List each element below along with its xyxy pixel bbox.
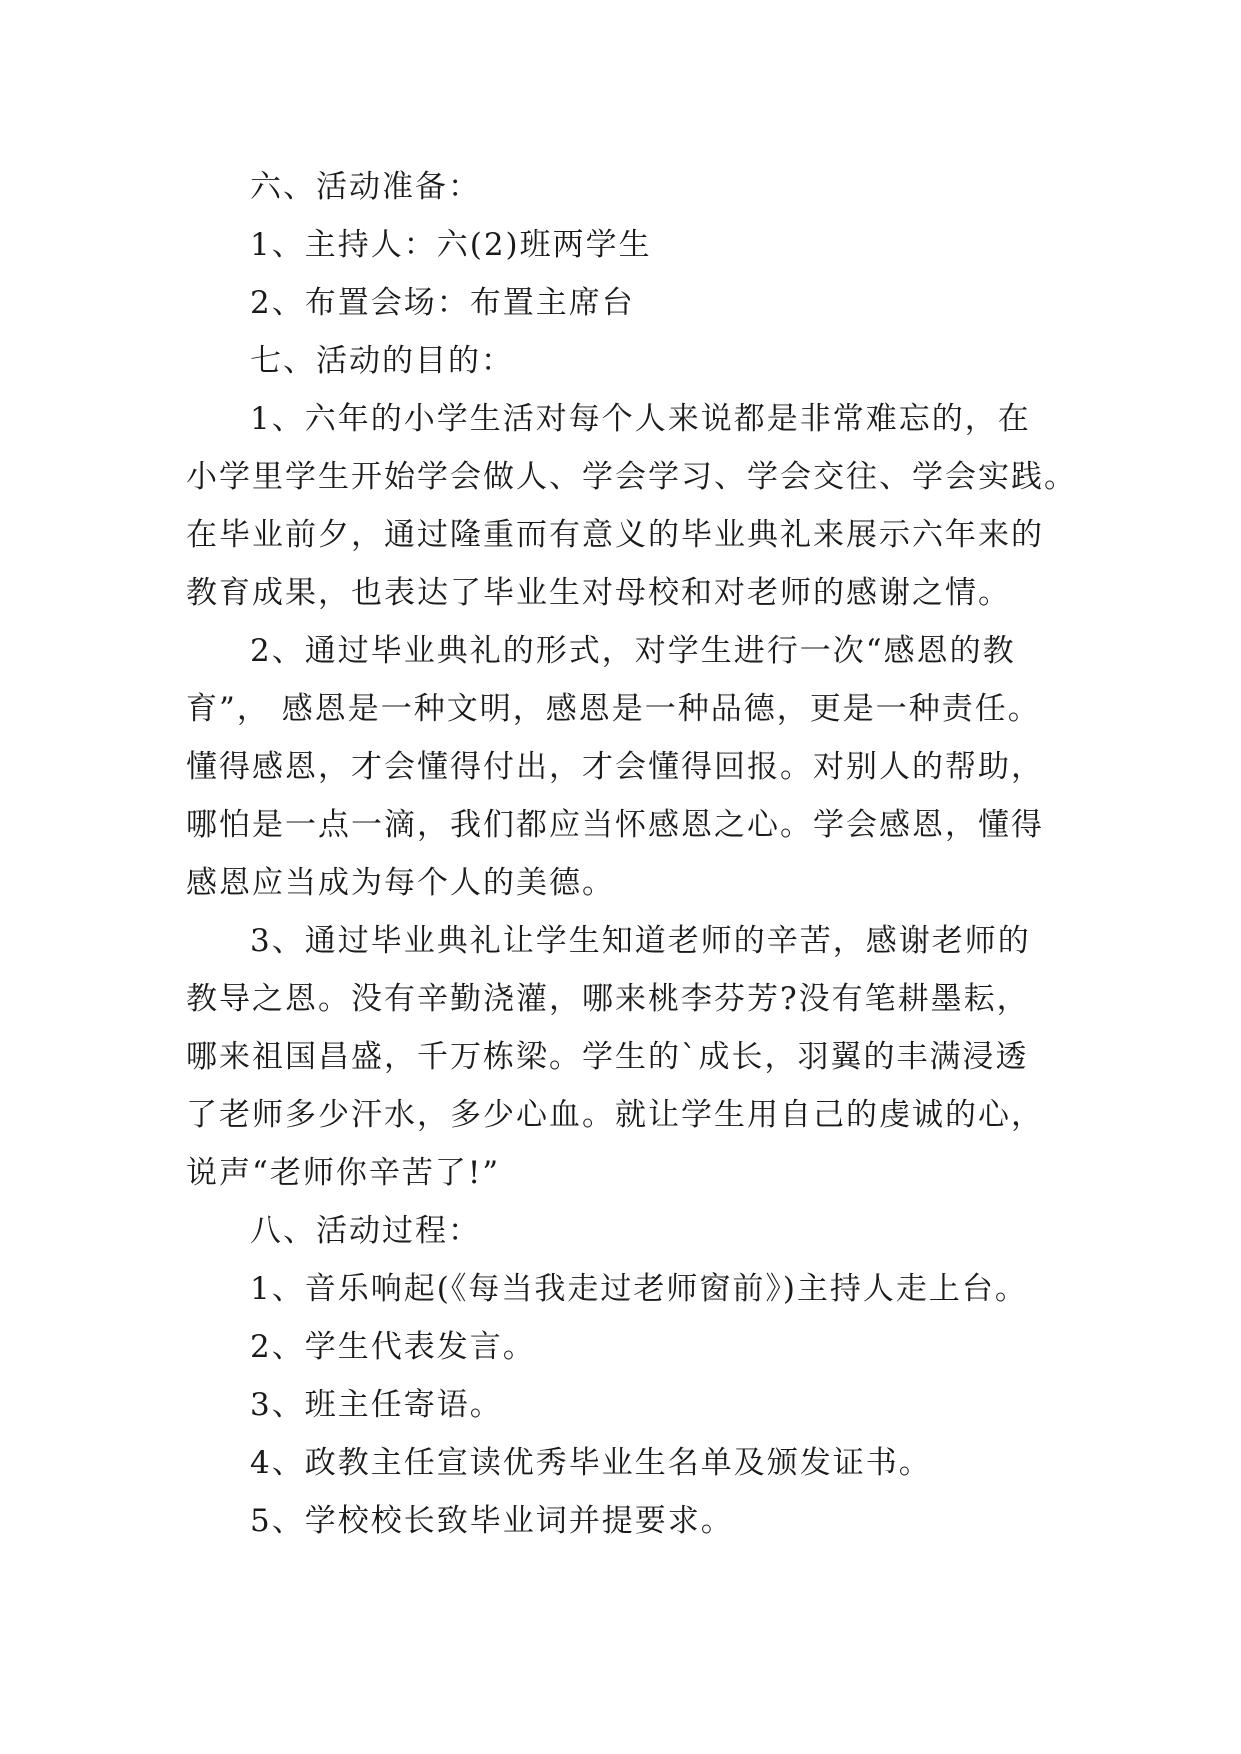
paragraph-line: 3、通过毕业典礼让学生知道老师的辛苦，感谢老师的 (250, 923, 1031, 959)
section-heading-purpose: 七、活动的目的： (250, 343, 514, 379)
list-item: 4、政教主任宣读优秀毕业生名单及颁发证书。 (250, 1445, 932, 1481)
paragraph-line: 哪来祖国昌盛，千万栋梁。学生的`成长，羽翼的丰满浸透 (186, 1039, 1029, 1075)
list-item: 2、布置会场：布置主席台 (250, 285, 635, 321)
list-item: 2、学生代表发言。 (250, 1329, 536, 1365)
list-item: 1、主持人：六(2)班两学生 (250, 227, 652, 263)
paragraph-line: 在毕业前夕，通过隆重而有意义的毕业典礼来展示六年来的 (186, 517, 1044, 553)
list-item: 1、音乐响起(《每当我走过老师窗前》)主持人走上台。 (250, 1271, 1028, 1307)
section-heading-preparation: 六、活动准备： (250, 169, 481, 205)
paragraph-line: 2、通过毕业典礼的形式，对学生进行一次“感恩的教 (250, 633, 1016, 669)
paragraph-line: 哪怕是一点一滴，我们都应当怀感恩之心。学会感恩，懂得 (186, 807, 1044, 843)
paragraph-line: 育”， 感恩是一种文明，感恩是一种品德，更是一种责任。 (186, 691, 1041, 727)
paragraph-line: 感恩应当成为每个人的美德。 (186, 865, 615, 901)
list-item: 3、班主任寄语。 (250, 1387, 503, 1423)
paragraph-line: 小学里学生开始学会做人、学会学习、学会交往、学会实践。 (186, 459, 1077, 495)
paragraph-line: 了老师多少汗水，多少心血。就让学生用自己的虔诚的心， (186, 1097, 1044, 1133)
section-heading-process: 八、活动过程： (250, 1213, 481, 1249)
paragraph-line: 懂得感恩，才会懂得付出，才会懂得回报。对别人的帮助， (186, 749, 1044, 785)
paragraph-line: 教导之恩。没有辛勤浇灌，哪来桃李芬芳?没有笔耕墨耘， (186, 981, 1030, 1017)
paragraph-line: 1、六年的小学生活对每个人来说都是非常难忘的，在 (250, 401, 1031, 437)
paragraph-line: 说声“老师你辛苦了!” (186, 1155, 501, 1191)
list-item: 5、学校校长致毕业词并提要求。 (250, 1503, 734, 1539)
document-body (186, 158, 1077, 1550)
paragraph-line: 教育成果，也表达了毕业生对母校和对老师的感谢之情。 (186, 575, 1011, 611)
